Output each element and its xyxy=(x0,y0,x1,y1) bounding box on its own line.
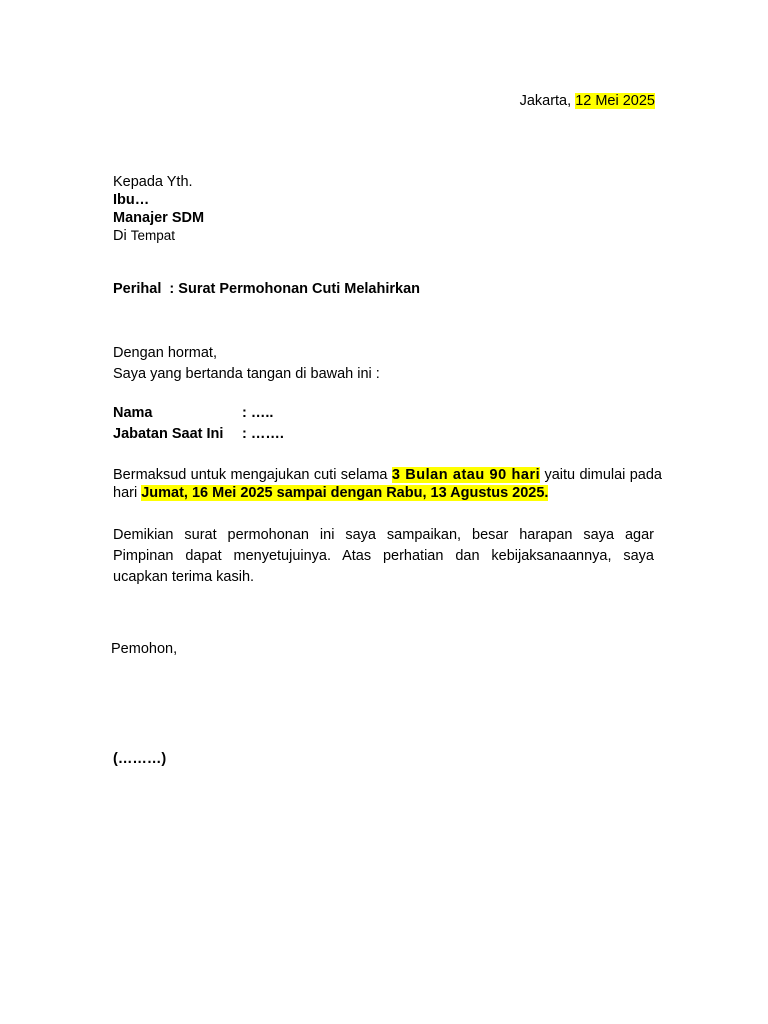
closing-text: Pemohon, xyxy=(111,641,178,657)
recipient-block xyxy=(113,173,204,245)
intro-text: Saya yang bertanda tangan di bawah ini : xyxy=(113,366,380,382)
leave-request-paragraph xyxy=(113,466,662,502)
field-label: Jabatan Saat Ini xyxy=(113,426,224,442)
recipient-place-prefix: Di xyxy=(113,228,127,244)
field-row-jabatan xyxy=(113,426,284,442)
field-row-nama xyxy=(113,405,273,421)
paragraph-text: yaitu dimulai pada hari xyxy=(113,467,662,501)
recipient-greeting: Kepada Yth. xyxy=(113,174,193,190)
signature-placeholder: (………) xyxy=(113,751,167,767)
recipient-place-text: Tempat xyxy=(130,228,176,243)
closing-paragraph: Demikian surat permohonan ini saya sampaikan, besar harapan saya agar Pimpinan dapat menyetujuinya. Atas perhatian dan kebijaksanaannya, saya ucapkan terima kasih. xyxy=(113,527,654,585)
leave-duration: 3 Bulan atau 90 hari xyxy=(391,467,541,483)
city-text: Jakarta, xyxy=(519,93,572,109)
subject-text: Surat Permohonan Cuti Melahirkan xyxy=(178,281,421,297)
recipient-place xyxy=(113,227,204,245)
field-value: : ……. xyxy=(242,426,284,442)
recipient-name: Ibu… xyxy=(113,192,150,208)
greeting-block xyxy=(113,343,380,385)
date-line xyxy=(520,93,655,109)
recipient-position: Manajer SDM xyxy=(113,210,205,226)
leave-period: Jumat, 16 Mei 2025 sampai dengan Rabu, 13 Agustus 2025. xyxy=(141,485,549,501)
salutation: Dengan hormat, xyxy=(113,345,217,361)
field-label: Nama xyxy=(113,405,153,421)
paragraph-text: Bermaksud untuk mengajukan cuti selama xyxy=(113,467,388,483)
field-value: : ….. xyxy=(242,405,274,421)
subject-label: Perihal xyxy=(113,281,162,297)
date-text: 12 Mei 2025 xyxy=(575,93,655,109)
subject-separator: : xyxy=(169,281,175,297)
subject-line xyxy=(113,281,420,297)
